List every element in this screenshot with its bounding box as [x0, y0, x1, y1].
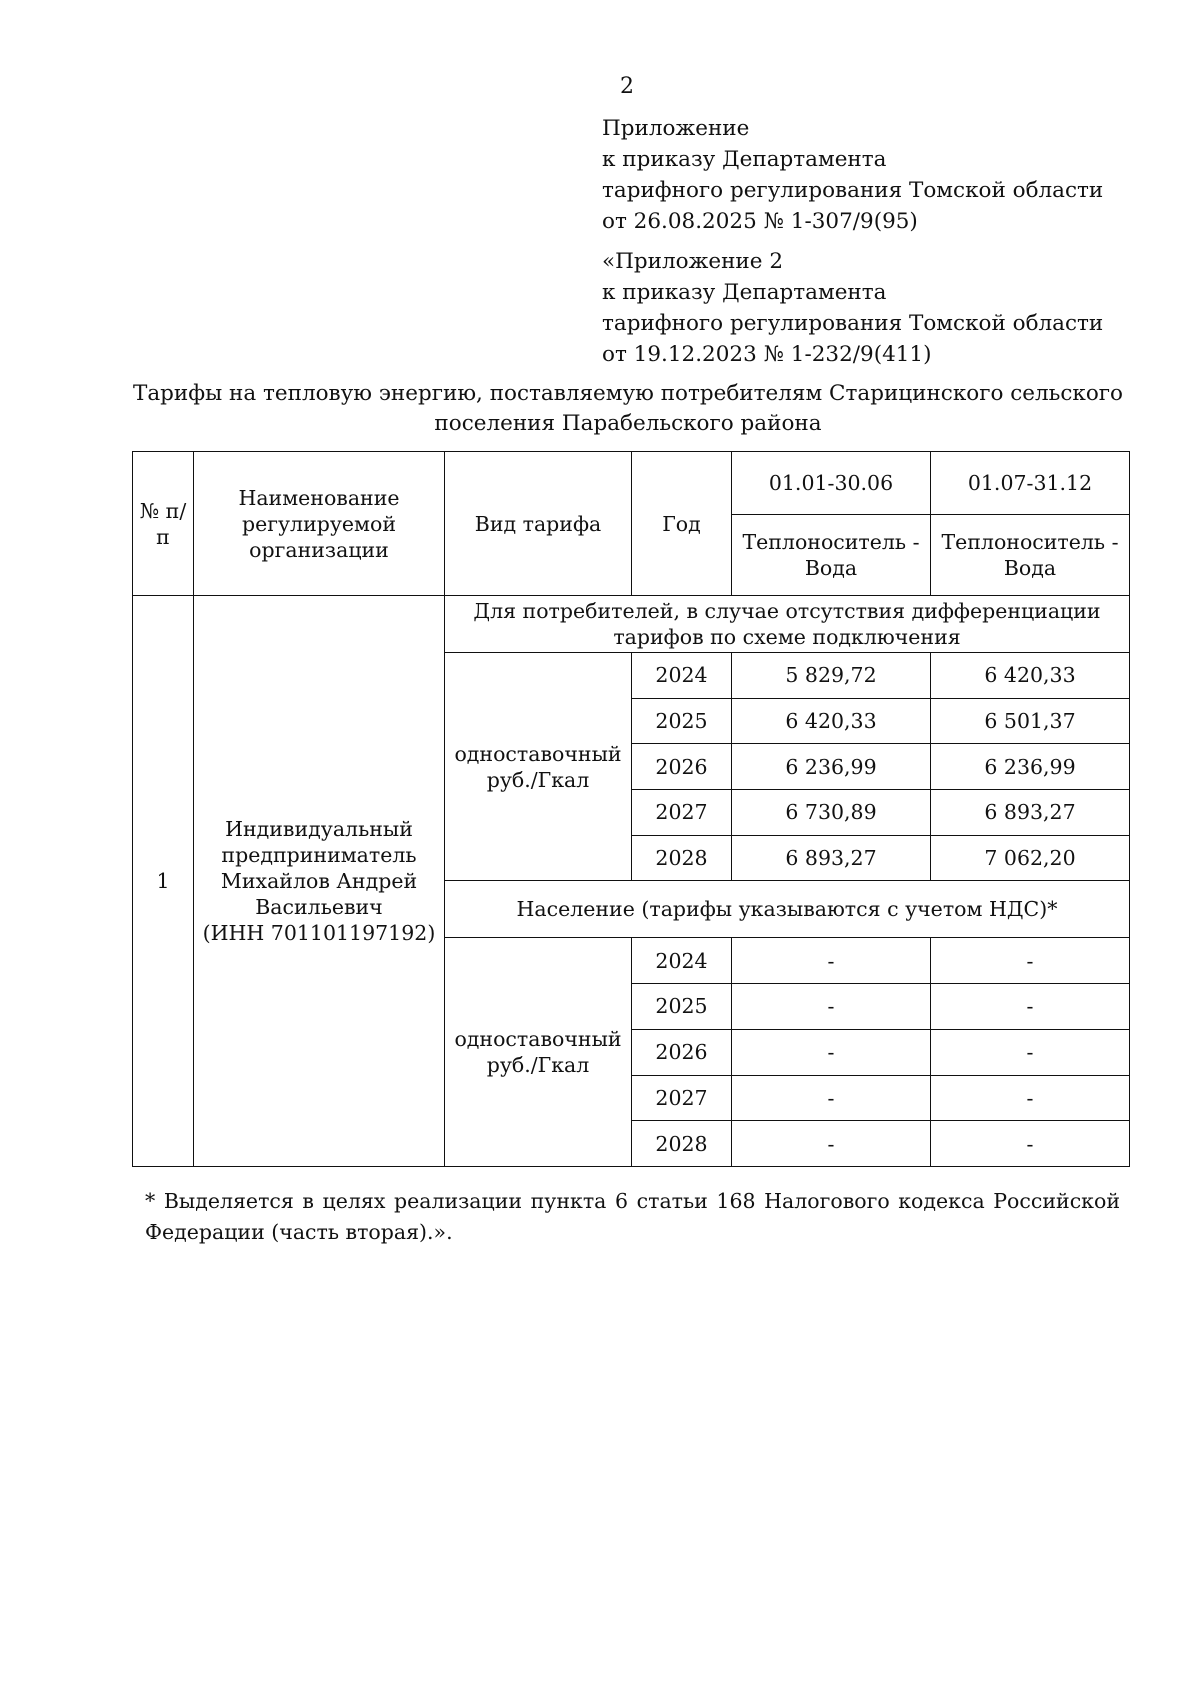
tariff-period-2: - [931, 1121, 1130, 1167]
year-cell: 2028 [632, 1121, 732, 1167]
header-carrier-2: Теплоноситель - Вода [931, 515, 1130, 596]
tariff-period-1: 6 730,89 [732, 790, 931, 836]
header-organization: Наименование регулируемой организации [194, 452, 445, 596]
tariff-period-1: 6 420,33 [732, 698, 931, 744]
year-cell: 2024 [632, 938, 732, 984]
organization-line: предприниматель [221, 842, 417, 867]
organization-name [194, 596, 445, 1167]
appendix-line: к приказу Департамента [602, 280, 887, 305]
organization-line: Михайлов Андрей [220, 868, 418, 893]
appendix-line: «Приложение 2 [602, 249, 783, 274]
appendix-line: тарифного регулирования Томской области [602, 178, 1104, 203]
year-cell: 2027 [632, 1075, 732, 1121]
tariff-period-2: - [931, 1075, 1130, 1121]
row-number: 1 [133, 596, 194, 1167]
organization-line: Васильевич [255, 894, 383, 919]
group-title-row [133, 596, 1130, 653]
header-num: № п/п [133, 452, 194, 596]
organization-line: Индивидуальный [225, 816, 413, 841]
appendix-line: от 19.12.2023 № 1-232/9(411) [602, 342, 932, 367]
appendix-original-order [602, 246, 1142, 370]
header-period-2: 01.07-31.12 [931, 452, 1130, 515]
tariff-period-2: 6 501,37 [931, 698, 1130, 744]
organization-line: (ИНН 701101197192) [202, 920, 436, 945]
group-title: Для потребителей, в случае отсутствия дифференциации тарифов по схеме подключения [445, 596, 1130, 653]
tariff-period-1: 6 893,27 [732, 835, 931, 881]
page-number: 2 [620, 74, 634, 99]
appendix-line: от 26.08.2025 № 1-307/9(95) [602, 209, 918, 234]
year-cell: 2024 [632, 653, 732, 699]
tariff-period-2: 6 236,99 [931, 744, 1130, 790]
tariff-period-1: 5 829,72 [732, 653, 931, 699]
header-period-1: 01.01-30.06 [732, 452, 931, 515]
tariff-period-2: 6 420,33 [931, 653, 1130, 699]
title-line: Тарифы на тепловую энергию, поставляемую потребителям Старицинского сельского [133, 381, 1123, 406]
tariff-table [132, 451, 1130, 1167]
year-cell: 2025 [632, 984, 732, 1030]
tariff-type: одноставочный руб./Гкал [445, 938, 632, 1166]
header-carrier-1: Теплоноситель - Вода [732, 515, 931, 596]
appendix-line: к приказу Департамента [602, 147, 887, 172]
tariff-period-2: 6 893,27 [931, 790, 1130, 836]
tariff-period-2: - [931, 938, 1130, 984]
footnote: * Выделяется в целях реализации пункта 6 статьи 168 Налогового кодекса Российской Федерации (часть вторая).». [145, 1189, 1120, 1244]
year-cell: 2026 [632, 744, 732, 790]
year-cell: 2025 [632, 698, 732, 744]
tariff-period-1: - [732, 1121, 931, 1167]
tariff-period-1: 6 236,99 [732, 744, 931, 790]
header-year: Год [632, 452, 732, 596]
tariff-period-1: - [732, 984, 931, 1030]
document-title [120, 379, 1136, 439]
group-title: Население (тарифы указываются с учетом НДС)* [445, 881, 1130, 938]
tariff-type: одноставочный руб./Гкал [445, 653, 632, 881]
tariff-period-1: - [732, 938, 931, 984]
tariff-period-2: 7 062,20 [931, 835, 1130, 881]
year-cell: 2028 [632, 835, 732, 881]
header-row [133, 452, 1130, 515]
appendix-line: Приложение [602, 116, 750, 141]
year-cell: 2027 [632, 790, 732, 836]
appendix-line: тарифного регулирования Томской области [602, 311, 1104, 336]
year-cell: 2026 [632, 1029, 732, 1075]
tariff-period-2: - [931, 984, 1130, 1030]
tariff-period-2: - [931, 1029, 1130, 1075]
title-line: поселения Парабельского района [434, 411, 822, 436]
tariff-period-1: - [732, 1075, 931, 1121]
tariff-period-1: - [732, 1029, 931, 1075]
header-tariff-type: Вид тарифа [445, 452, 632, 596]
appendix-current-order [602, 113, 1142, 237]
